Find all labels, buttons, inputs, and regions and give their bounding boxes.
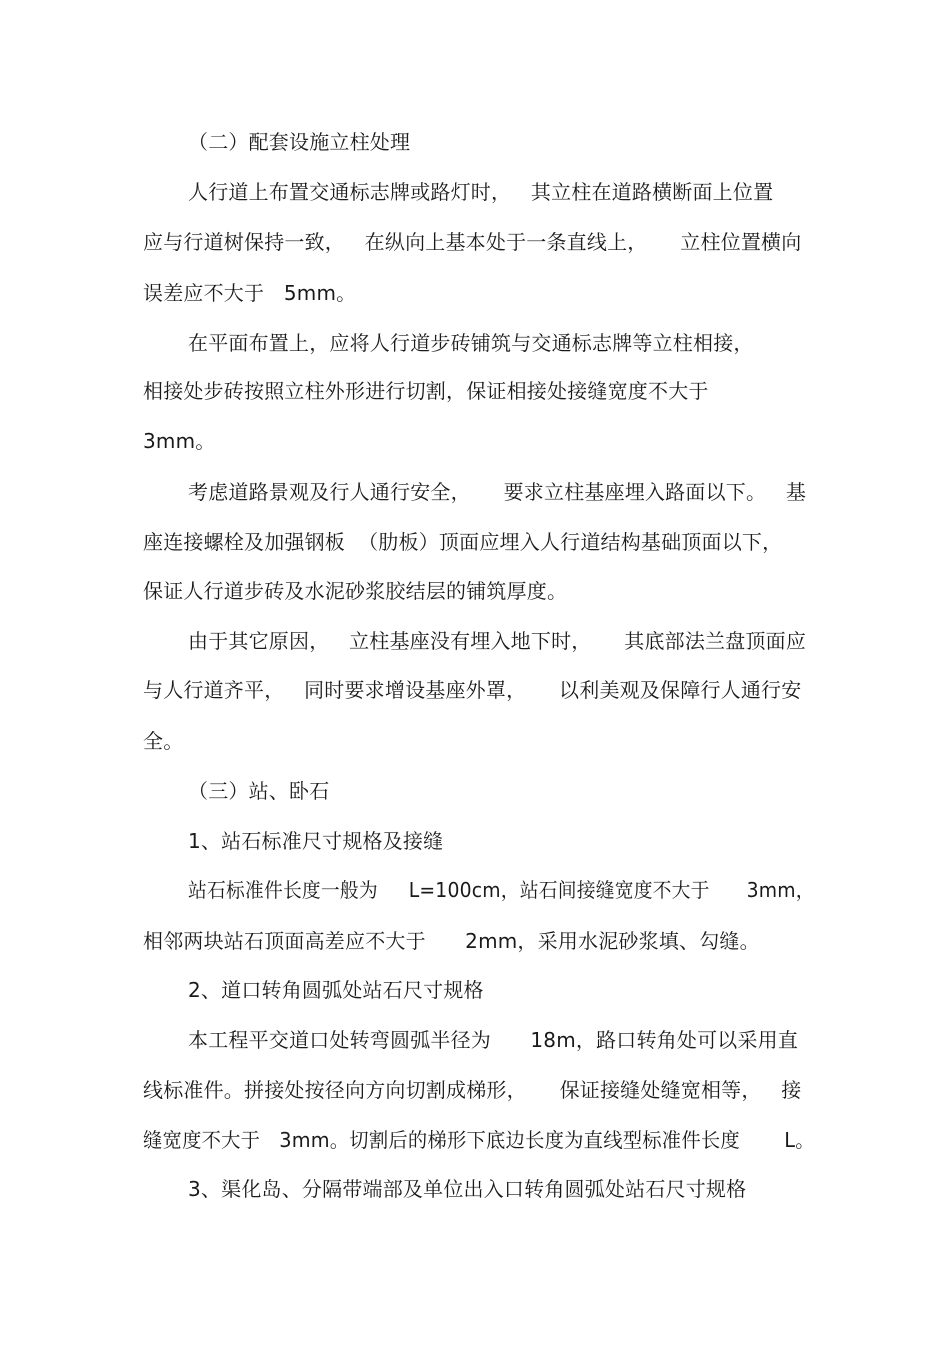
subsection-heading: 1、站石标准尺寸规格及接缝 xyxy=(188,829,444,853)
paragraph-line: 站石标准件长度一般为 L=100cm，站石间接缝宽度不大于 3mm， xyxy=(188,878,815,902)
paragraph-line: 相邻两块站石顶面高差应不大于 2mm，采用水泥砂浆填、勾缝。 xyxy=(143,929,760,953)
paragraph-line: 本工程平交道口处转弯圆弧半径为 18m，路口转角处可以采用直 xyxy=(188,1028,799,1052)
section-heading-2: （二）配套设施立柱处理 xyxy=(188,130,411,154)
paragraph-line: 与人行道齐平， 同时要求增设基座外罩， 以利美观及保障行人通行安 xyxy=(143,678,802,702)
subsection-heading: 2、道口转角圆弧处站石尺寸规格 xyxy=(188,978,484,1002)
paragraph-line: 缝宽度不大于 3mm。切割后的梯形下底边长度为直线型标准件长度 L。 xyxy=(143,1128,815,1152)
paragraph-line: 应与行道树保持一致， 在纵向上基本处于一条直线上， 立柱位置横向 xyxy=(143,230,802,254)
paragraph-line: 全。 xyxy=(143,729,184,753)
paragraph-line: 3mm。 xyxy=(143,429,216,453)
paragraph-line: 由于其它原因， 立柱基座没有埋入地下时， 其底部法兰盘顶面应 xyxy=(188,629,807,653)
paragraph-line: 座连接螺栓及加强钢板 （肋板）顶面应埋入人行道结构基础顶面以下， xyxy=(143,530,783,554)
paragraph-line: 保证人行道步砖及水泥砂浆胶结层的铺筑厚度。 xyxy=(143,579,568,603)
paragraph-line: 误差应不大于 5mm。 xyxy=(143,281,357,305)
subsection-heading: 3、渠化岛、分隔带端部及单位出入口转角圆弧处站石尺寸规格 xyxy=(188,1177,747,1201)
paragraph-line: 人行道上布置交通标志牌或路灯时， 其立柱在道路横断面上位置 xyxy=(188,180,774,204)
paragraph-line: 相接处步砖按照立柱外形进行切割，保证相接处接缝宽度不大于 xyxy=(143,379,709,403)
paragraph-line: 线标准件。拼接处按径向方向切割成梯形， 保证接缝处缝宽相等， 接 xyxy=(143,1078,802,1102)
paragraph-line: 考虑道路景观及行人通行安全， 要求立柱基座埋入路面以下。 基 xyxy=(188,480,807,504)
paragraph-line: 在平面布置上，应将人行道步砖铺筑与交通标志牌等立柱相接， xyxy=(188,331,754,355)
section-heading-3: （三）站、卧石 xyxy=(188,779,330,803)
